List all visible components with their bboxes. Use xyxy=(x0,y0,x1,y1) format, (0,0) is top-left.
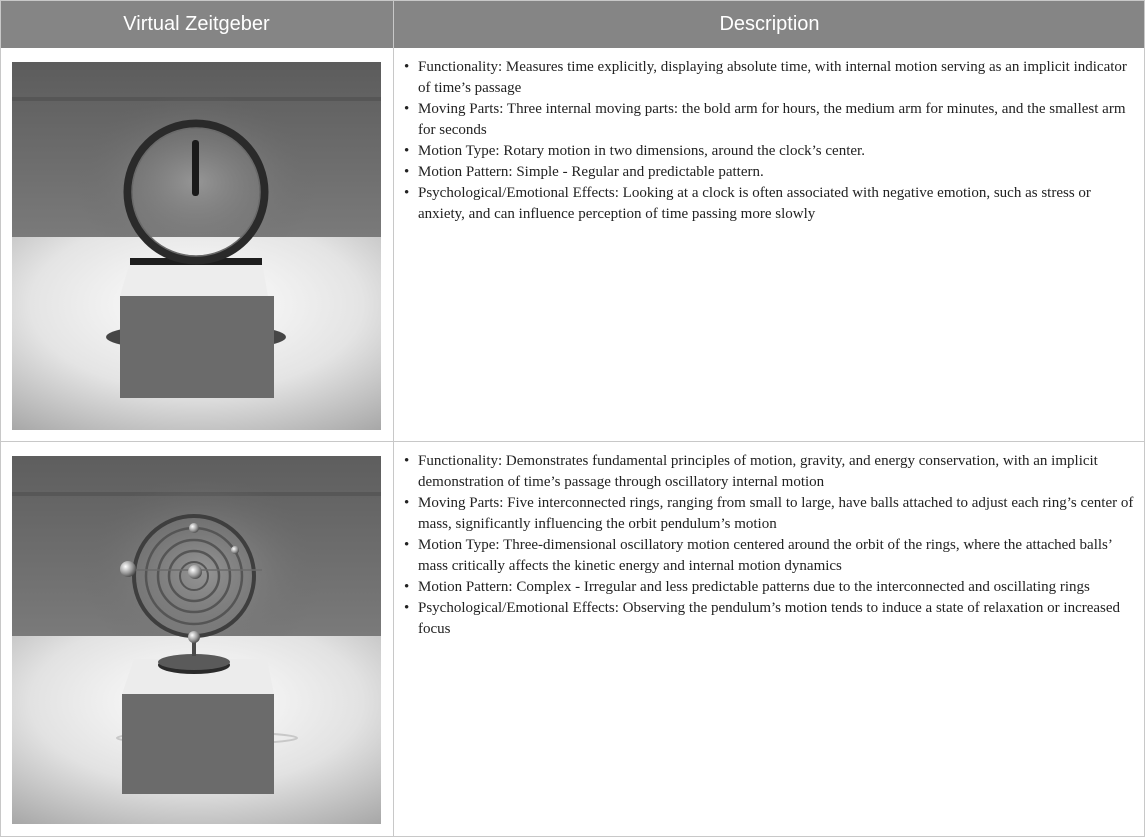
orbit-pendulum-render-image xyxy=(12,456,381,824)
list-item: • Motion Pattern: Simple - Regular and predictable pattern. xyxy=(404,164,764,180)
header-description: Description xyxy=(394,0,1145,48)
header-virtual-zeitgeber: Virtual Zeitgeber xyxy=(0,0,393,48)
pendulum-description-list xyxy=(404,451,1138,640)
clock-render-image xyxy=(12,62,381,430)
list-item: • Motion Pattern: Complex - Irregular and less predictable patterns due to the interconnected and oscillating rings xyxy=(404,579,1090,595)
list-item: • Functionality: Measures time explicitly, displaying absolute time, with internal motion serving as an implicit indicator of time’s passage xyxy=(404,59,1127,96)
list-item: • Moving Parts: Three internal moving parts: the bold arm for hours, the medium arm for minutes, and the smallest arm for seconds xyxy=(404,101,1126,138)
list-item: • Motion Type: Three-dimensional oscillatory motion centered around the orbit of the rings, where the attached balls’ mass critically affects the kinetic energy and internal motion dynamics xyxy=(404,537,1112,574)
list-item: • Functionality: Demonstrates fundamental principles of motion, gravity, and energy conservation, with an implicit demonstration of time’s passage through oscillatory internal motion xyxy=(404,453,1098,490)
list-item: • Moving Parts: Five interconnected rings, ranging from small to large, have balls attached to adjust each ring’s center of mass, significantly influencing the orbit pendulum’s motion xyxy=(404,495,1134,532)
clock-scene xyxy=(12,62,381,430)
list-item: • Psychological/Emotional Effects: Looking at a clock is often associated with negative emotion, such as stress or anxiety, and can influence perception of time passing more slowly xyxy=(404,185,1091,222)
list-item: • Psychological/Emotional Effects: Observing the pendulum’s motion tends to induce a state of relaxation or increased focus xyxy=(404,600,1121,637)
list-item: • Motion Type: Rotary motion in two dimensions, around the clock’s center. xyxy=(404,143,865,159)
clock-description-list xyxy=(404,57,1138,225)
row-divider xyxy=(0,441,1145,442)
column-divider xyxy=(393,0,394,837)
pendulum-scene xyxy=(12,456,381,824)
